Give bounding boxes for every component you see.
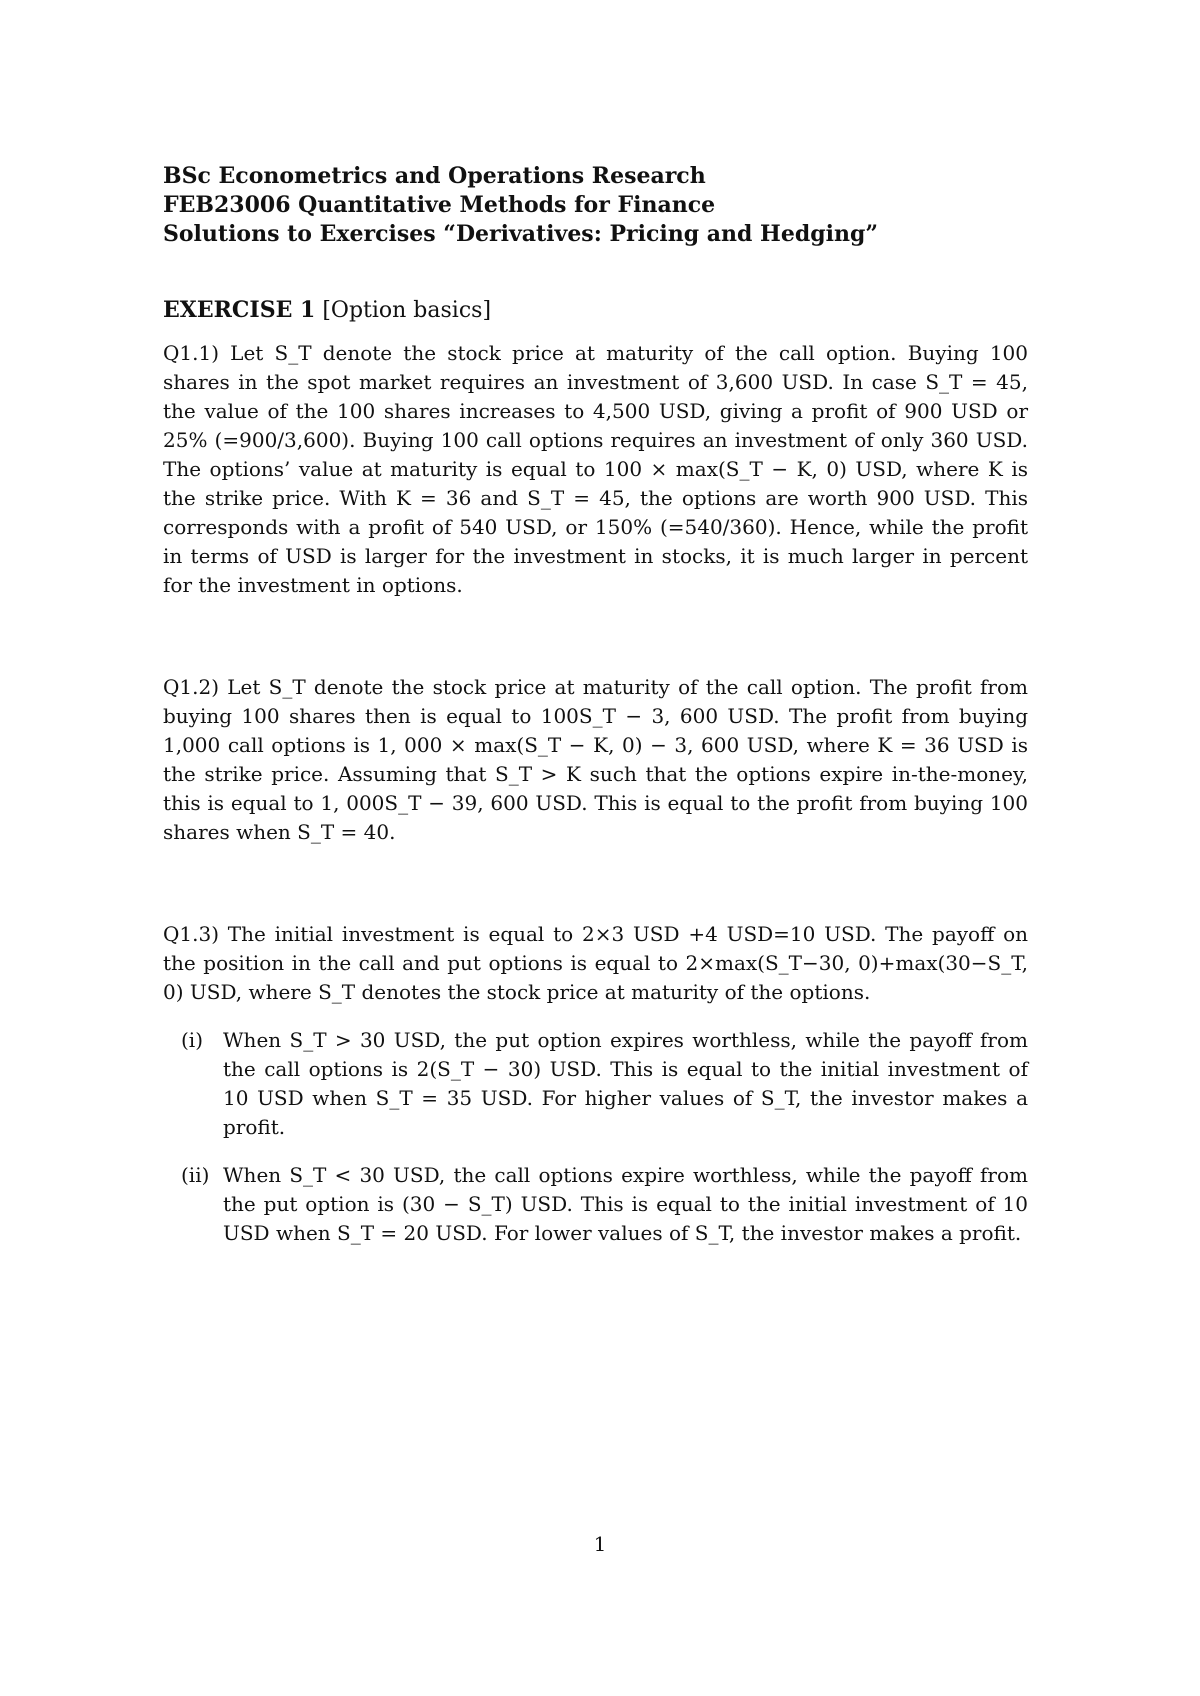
list-item-label: (ii) [181, 1163, 210, 1187]
exercise-number: EXERCISE 1 [163, 297, 316, 323]
answer-q1-2: Q1.2) Let S_T denote the stock price at maturity of the call option. The profit from buying 100 shares then is equal to 100S_T − 3, 600 USD. The profit from buying 1,000 call options is 1, 000 × max(S_T − K, 0) − 3, 600 USD, where K = 36 USD is the strike price. Assuming that S_T > K such that the options expire in-the-money, this is equal to 1, 000S_T − 39, 600 USD. This is equal to the profit from buying 100 shares when S_T = 40. [163, 675, 1028, 844]
document-page [163, 162, 1028, 1248]
list-item [163, 1161, 1028, 1248]
list-item [163, 1026, 1028, 1142]
list-item-text: When S_T > 30 USD, the put option expires worthless, while the payoff from the call options is 2(S_T − 30) USD. This is equal to the initial investment of 10 USD when S_T = 35 USD. For higher values of S_T, the investor makes a profit. [223, 1028, 1028, 1139]
course-title: FEB23006 Quantitative Methods for Finance [163, 192, 716, 218]
page-number: 1 [593, 1532, 607, 1556]
exercise-heading [163, 296, 1028, 325]
program-title: BSc Econometrics and Operations Research [163, 163, 706, 189]
answer-q1-3: Q1.3) The initial investment is equal to 2×3 USD +4 USD=10 USD. The payoff on the position in the call and put options is equal to 2×max(S_T−30, 0)+max(30−S_T, 0) USD, where S_T denotes the stock price at maturity of the options. [163, 922, 1028, 1004]
exercise-topic: [Option basics] [315, 298, 492, 323]
list-item-label: (i) [181, 1028, 204, 1052]
list-item-text: When S_T < 30 USD, the call options expire worthless, while the payoff from the put option is (30 − S_T) USD. This is equal to the initial investment of 10 USD when S_T = 20 USD. For lower values of S_T, the investor makes a profit. [223, 1163, 1028, 1245]
document-title: Solutions to Exercises “Derivatives: Pricing and Hedging” [163, 221, 878, 247]
answer-q1-1: Q1.1) Let S_T denote the stock price at maturity of the call option. Buying 100 shares in the spot market requires an investment of 3,600 USD. In case S_T = 45, the value of the 100 shares increases to 4,500 USD, giving a profit of 900 USD or 25% (=900/3,600). Buying 100 call options requires an investment of only 360 USD. The options’ value at maturity is equal to 100 × max(S_T − K, 0) USD, where K is the strike price. With K = 36 and S_T = 45, the options are worth 900 USD. This corresponds with a profit of 540 USD, or 150% (=540/360). Hence, while the profit in terms of USD is larger for the investment in stocks, it is much larger in percent for the investment in options. [163, 341, 1028, 597]
